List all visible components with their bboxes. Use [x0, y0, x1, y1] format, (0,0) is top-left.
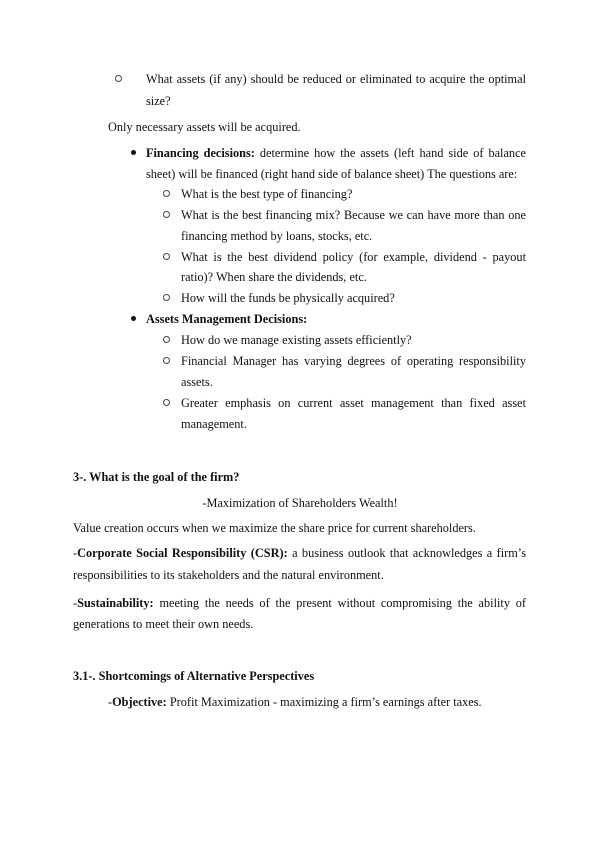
list-item-text: What is the best dividend policy (for example, dividend - payout [181, 250, 526, 264]
list-item-text: How will the funds be physically acquired? [181, 291, 395, 305]
circle-bullet-icon [163, 294, 170, 301]
circle-bullet-icon [115, 75, 122, 82]
list-item-text: ratio)? When share the dividends, etc. [181, 270, 367, 284]
csr-paragraph [73, 545, 526, 561]
sustainability-text: meeting the needs of the present without compromising the ability of [159, 596, 526, 610]
circle-bullet-icon [163, 336, 170, 343]
note-text: Only necessary assets will be acquired. [108, 120, 301, 134]
objective-text: Profit Maximization - maximizing a firm’s earnings after taxes. [169, 695, 482, 709]
list-item-text: size? [146, 94, 171, 108]
csr-label: Corporate Social Responsibility (CSR): [77, 546, 288, 560]
financing-paragraph [146, 145, 526, 161]
dash: - [73, 596, 78, 610]
bullet-icon [131, 316, 136, 321]
list-item-text: financing method by loans, stocks, etc. [181, 229, 373, 243]
centered-statement: -Maximization of Shareholders Wealth! [202, 496, 398, 510]
financing-text: determine how the assets (left hand side of balance [259, 146, 526, 160]
bullet-icon [131, 150, 136, 155]
value-creation-text: Value creation occurs when we maximize the share price for current shareholders. [73, 521, 476, 535]
list-item-text: What is the best type of financing? [181, 187, 353, 201]
section-heading: 3-. What is the goal of the firm? [73, 470, 240, 484]
list-item-text: management. [181, 417, 247, 431]
list-item-text: Financial Manager has varying degrees of operating responsibility [181, 354, 526, 368]
circle-bullet-icon [163, 211, 170, 218]
circle-bullet-icon [163, 190, 170, 197]
list-item-text: What is the best financing mix? Because we can have more than one [181, 208, 526, 222]
list-item-text: What assets (if any) should be reduced or eliminated to acquire the optimal [146, 72, 526, 86]
section-heading: 3.1-. Shortcomings of Alternative Perspectives [73, 669, 315, 683]
list-item-text: assets. [181, 375, 213, 389]
list-item-text: Greater emphasis on current asset management than fixed asset [181, 396, 526, 410]
financing-label: Financing decisions: [146, 146, 255, 160]
sustainability-text: generations to meet their own needs. [73, 617, 254, 631]
circle-bullet-icon [163, 253, 170, 260]
csr-text: responsibilities to its stakeholders and the natural environment. [73, 568, 384, 582]
objective-paragraph [108, 694, 482, 710]
objective-label: Objective: [112, 695, 167, 709]
dash: - [73, 546, 78, 560]
list-item-text: How do we manage existing assets efficiently? [181, 333, 412, 347]
assets-mgmt-label: Assets Management Decisions: [146, 312, 308, 326]
csr-text: a business outlook that acknowledges a firm’s [292, 546, 526, 560]
financing-text: sheet) will be financed (right hand side of balance sheet) The questions are: [146, 167, 518, 181]
dash: - [108, 695, 113, 709]
sustainability-paragraph [73, 595, 526, 611]
circle-bullet-icon [163, 399, 170, 406]
sustainability-label: Sustainability: [77, 596, 154, 610]
circle-bullet-icon [163, 357, 170, 364]
